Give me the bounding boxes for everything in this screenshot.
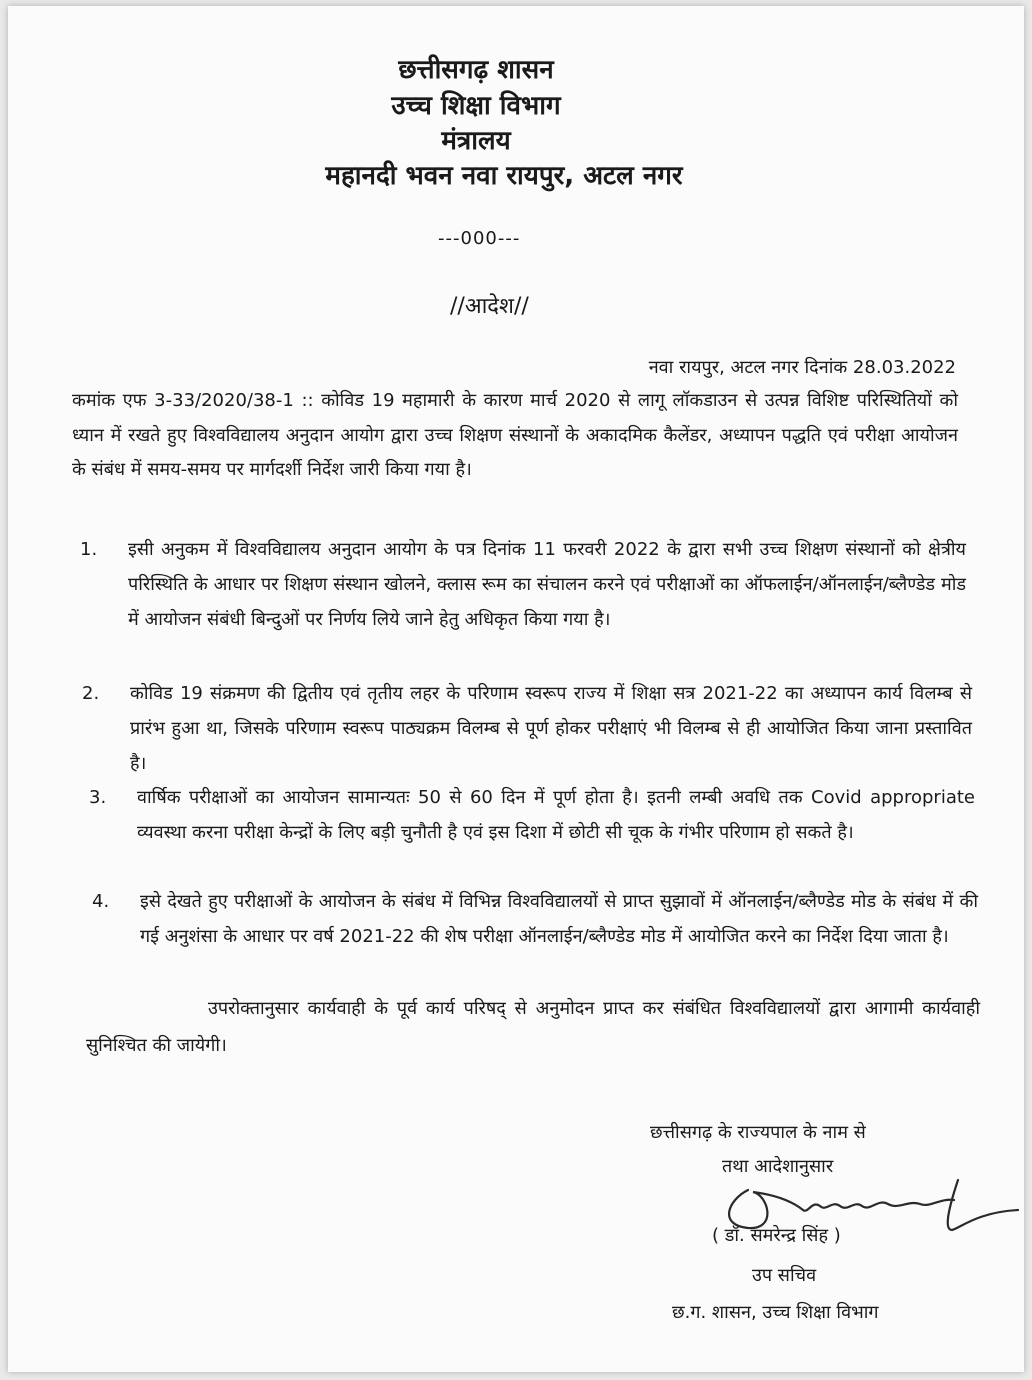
item-text: कोविड 19 संक्रमण की द्वितीय एवं तृतीय लहर के परिणाम स्वरूप राज्य में शिक्षा सत्र 2021-22 का अध्यापन कार्य विलम्ब से प्रारंभ हुआ था, जिसके परिणाम स्वरूप पाठ्यक्रम विलम्ब से पूर्ण होकर परीक्षाएं भी विलम्ब से ही आयोजित किया जाना प्रस्तावित है। xyxy=(130,683,972,774)
header-government: छत्तीसगढ़ शासन xyxy=(398,55,554,85)
date-line: नवा रायपुर, अटल नगर दिनांक 28.03.2022 xyxy=(648,357,956,378)
header-ministry: मंत्रालय xyxy=(441,126,511,156)
signature-order-line: तथा आदेशानुसार xyxy=(722,1156,834,1177)
item-number: 4. xyxy=(92,891,110,912)
list-item xyxy=(92,884,978,954)
separator: ---000--- xyxy=(438,228,521,249)
list-item xyxy=(80,532,966,637)
signatory-name: ( डॉ. समरेन्द्र सिंह ) xyxy=(712,1225,841,1246)
item-text: वार्षिक परीक्षाओं का आयोजन सामान्यतः 50 से 60 दिन में पूर्ण होता है। इतनी लम्बी अवधि तक Covid appropriate व्यवस्था करना परीक्षा केन्द्रों के लिए बड़ी चुनौती है एवं इस दिशा में छोटी सी चूक के गंभीर परिणाम हो सकते है। xyxy=(137,787,975,843)
item-text: इसी अनुकम में विश्वविद्यालय अनुदान आयोग के पत्र दिनांक 11 फरवरी 2022 के द्वारा सभी उच्च शिक्षण संस्थानों को क्षेत्रीय परिस्थिति के आधार पर शिक्षण संस्थान खोलने, क्लास रूम का संचालन करने एवं परीक्षाओं का ऑफलाईन/ऑनलाईन/ब्लैण्डेड मोड में आयोजन संबंधी बिन्दुओं पर निर्णय लिये जाने हेतु अधिकृत किया गया है। xyxy=(128,539,966,630)
signatory-designation: उप सचिव xyxy=(752,1265,817,1286)
signatory-department: छ.ग. शासन, उच्च शिक्षा विभाग xyxy=(672,1302,879,1323)
list-item xyxy=(89,780,975,850)
item-text: इसे देखते हुए परीक्षाओं के आयोजन के संबंध में विभिन्न विश्वविद्यालयों से प्राप्त सुझावों में ऑनलाईन/ब्लैण्डेड मोड के संबंध में की गई अनुशंसा के आधार पर वर्ष 2021-22 की शेष परीक्षा ऑनलाईन/ब्लैण्डेड मोड में आयोजित करने का निर्देश दिया जाता है। xyxy=(140,891,978,947)
header-address: महानदी भवन नवा रायपुर, अटल नगर xyxy=(325,161,683,191)
conclusion-paragraph: उपरोक्तानुसार कार्यवाही के पूर्व कार्य परिषद् से अनुमोदन प्राप्त कर संबंधित विश्वविद्यालयों द्वारा आगामी कार्यवाही सुनिश्चित की जायेगी। xyxy=(86,998,980,1056)
order-title: //आदेश// xyxy=(450,294,529,319)
intro-paragraph: कमांक एफ 3-33/2020/38-1 :: कोविड 19 महामारी के कारण मार्च 2020 से लागू लॉकडाउन से उत्पन्न विशिष्ट परिस्थितियों को ध्यान में रखते हुए विश्वविद्यालय अनुदान आयोग द्वारा उच्च शिक्षण संस्थानों के अकादमिक कैलेंडर, अध्यापन पद्धति एवं परीक्षा आयोजन के संबंध में समय-समय पर मार्गदर्शी निर्देश जारी किया गया है। xyxy=(72,390,958,480)
item-number: 1. xyxy=(80,539,98,560)
item-number: 2. xyxy=(82,683,100,704)
item-number: 3. xyxy=(89,787,107,808)
header-department: उच्च शिक्षा विभाग xyxy=(391,91,561,121)
signature-authority-line: छत्तीसगढ़ के राज्यपाल के नाम से xyxy=(650,1122,866,1143)
list-item xyxy=(82,676,972,781)
